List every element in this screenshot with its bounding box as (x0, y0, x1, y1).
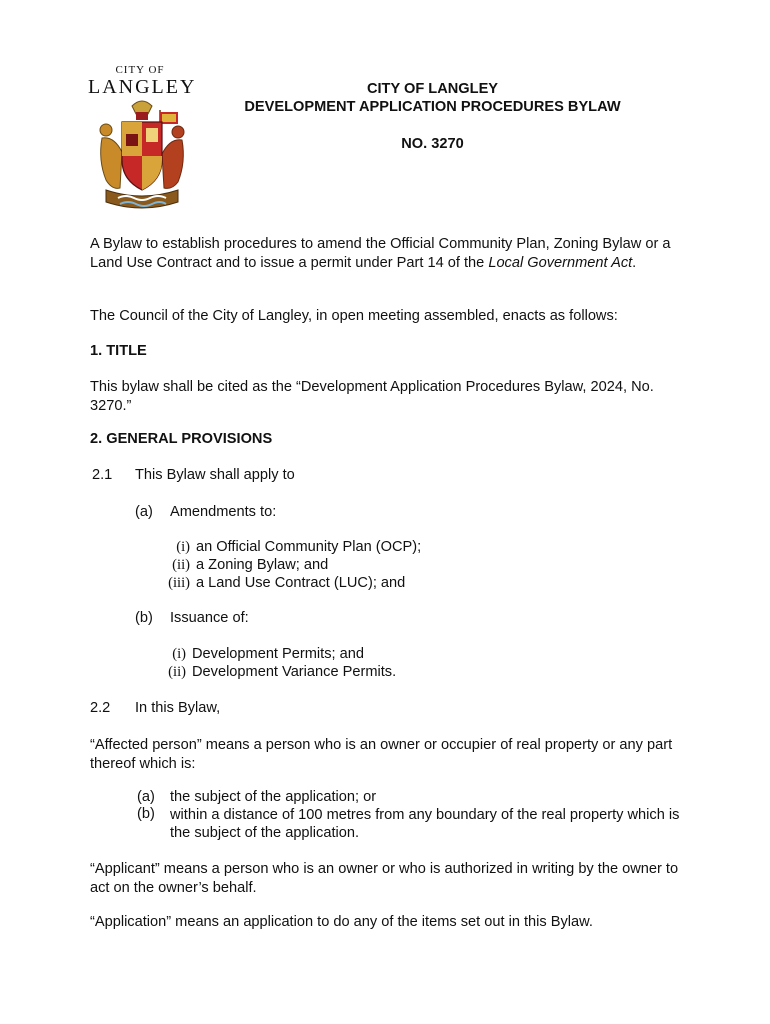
affected-item-b-text: within a distance of 100 metres from any boundary of the real property which is the subject of the application. (170, 807, 680, 841)
item-b-text: Issuance of: (170, 610, 249, 626)
preamble (90, 235, 690, 273)
clause-2-2-text: In this Bylaw, (135, 700, 221, 716)
header-bylaw-number: NO. 3270 (401, 136, 464, 152)
subitem-text: Development Variance Permits. (192, 664, 397, 680)
clause-2-2-number: 2.2 (90, 700, 111, 716)
item-a-subitem (154, 575, 405, 592)
subitem-text: an Official Community Plan (OCP); (196, 539, 422, 555)
subitem-text: a Zoning Bylaw; and (196, 557, 329, 573)
clause-2-1-text: This Bylaw shall apply to (135, 467, 295, 483)
section-1-text: This bylaw shall be cited as the “Development Application Procedures Bylaw, 2024, No. 3270.” (90, 379, 654, 414)
logo-langley: LANGLEY (88, 76, 197, 98)
item-a-text: Amendments to: (170, 504, 277, 520)
item-b-subitem (150, 664, 396, 681)
item-a-subitem (154, 539, 421, 556)
enacting-clause: The Council of the City of Langley, in open meeting assembled, enacts as follows: (90, 308, 618, 324)
clause-2-1-number: 2.1 (92, 467, 113, 483)
affected-item-a-label: (a) (137, 789, 155, 805)
subitem-text: Development Permits; and (192, 646, 364, 662)
item-b-label: (b) (135, 610, 153, 626)
affected-item-a-text: the subject of the application; or (170, 789, 377, 805)
coat-of-arms-logo (96, 98, 188, 216)
preamble-text: A Bylaw to establish procedures to amend the Official Community Plan, Zoning Bylaw or a Land Use Contract and to issue a permit under Part 14 of the (90, 236, 671, 271)
definition-application: “Application” means an application to do any of the items set out in this Bylaw. (90, 914, 593, 930)
logo-city-of: CITY OF (115, 64, 165, 76)
preamble-end: . (632, 255, 637, 271)
subitem-number: (ii) (172, 557, 190, 573)
item-a-subitem (154, 557, 328, 574)
section-2-heading: 2. GENERAL PROVISIONS (90, 431, 273, 447)
subitem-number: (i) (176, 539, 190, 555)
definition-affected-person: “Affected person” means a person who is an owner or occupier of real property or any part thereof which is: (90, 737, 673, 772)
subitem-number: (i) (172, 646, 186, 662)
subitem-text: a Land Use Contract (LUC); and (196, 575, 406, 591)
definition-applicant: “Applicant” means a person who is an owner or who is authorized in writing by the owner to act on the owner’s behalf. (90, 861, 679, 896)
item-b-subitem (150, 646, 364, 663)
header-city: CITY OF LANGLEY (366, 81, 499, 97)
subitem-number: (iii) (168, 575, 190, 591)
affected-item-b-label: (b) (137, 806, 155, 822)
subitem-number: (ii) (168, 664, 186, 680)
item-a-label: (a) (135, 504, 153, 520)
header-bylaw-title: DEVELOPMENT APPLICATION PROCEDURES BYLAW (244, 99, 621, 115)
section-1-heading: 1. TITLE (90, 343, 147, 359)
preamble-act-name: Local Government Act (488, 255, 633, 271)
